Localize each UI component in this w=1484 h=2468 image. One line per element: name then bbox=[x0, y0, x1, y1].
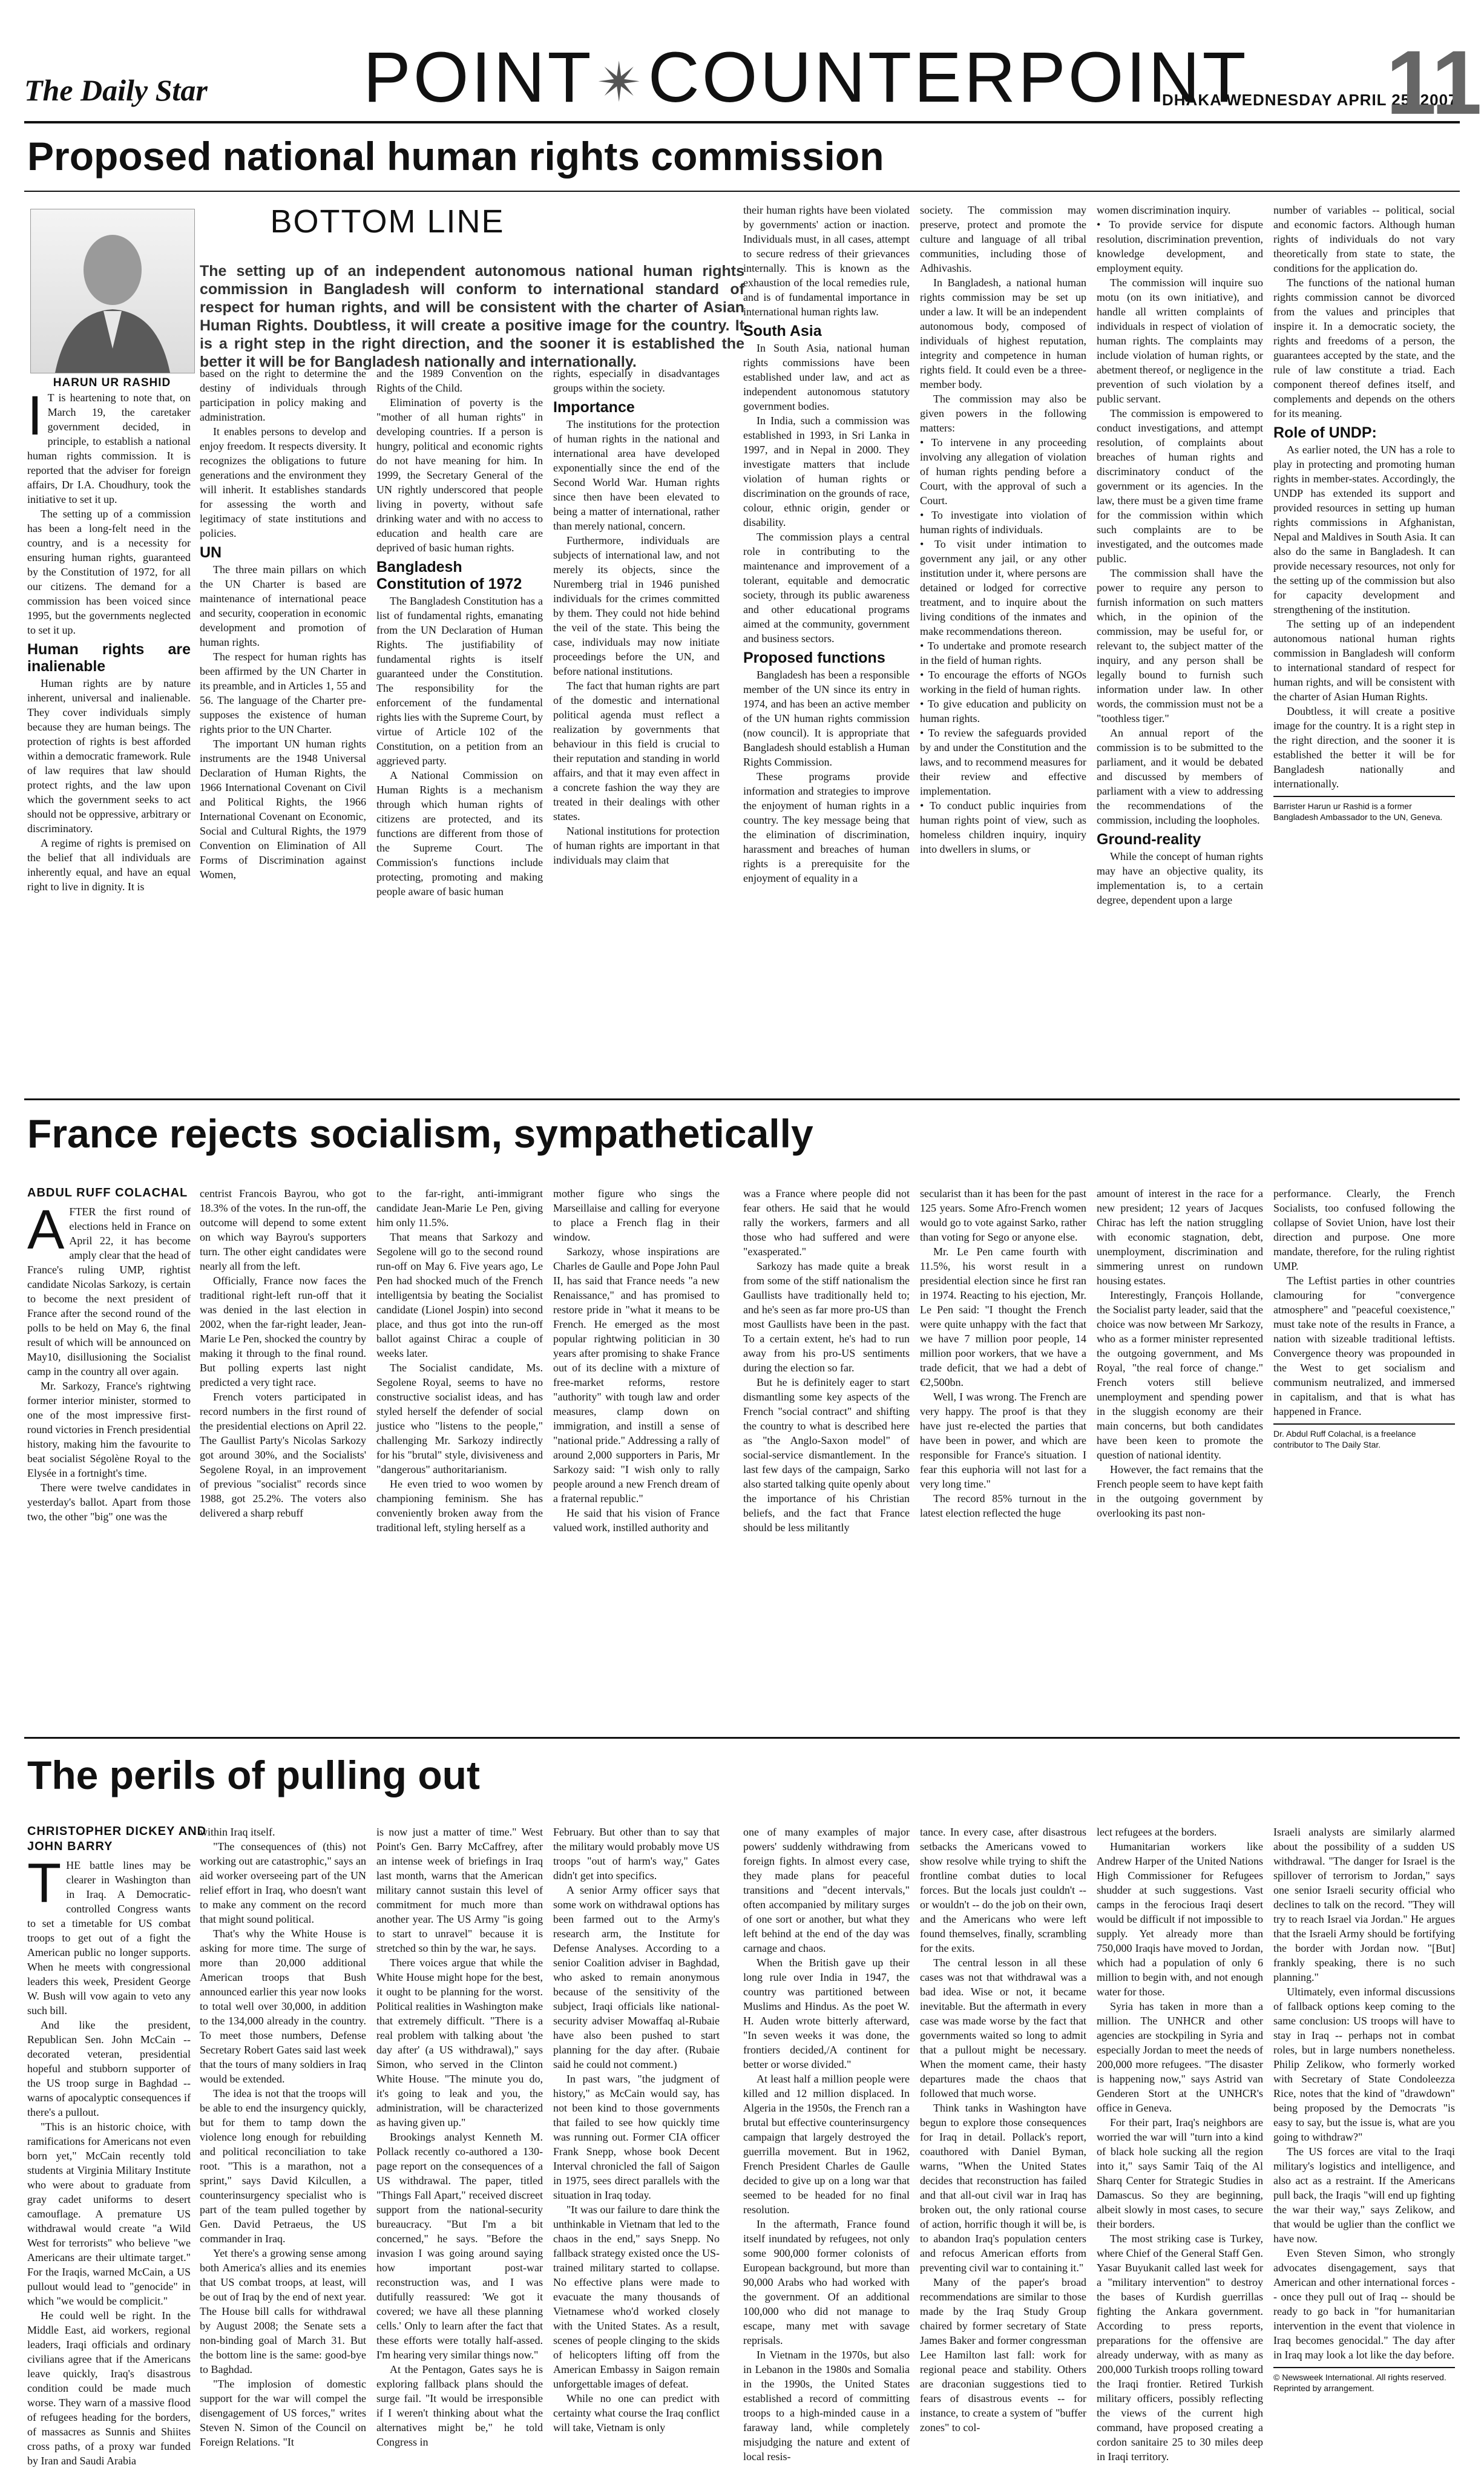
paragraph: Bangladesh has been a responsible member of the UN since its entry in 1974, and has been an active member of the UN human rights commission (now council). It is appropriate that Bangladesh should establish a Human Rights Commission. bbox=[743, 669, 910, 768]
paragraph: These programs provide information and strategies to improve the enjoyment of human rights in a country. The key message being that the elimination of discrimination, harassment and breaches of human rights is a prerequisite for the enjoyment of equality in a bbox=[743, 770, 910, 884]
subheading: Proposed functions bbox=[743, 649, 885, 666]
paragraph: tance. In every case, after disastrous setbacks the Americans vowed to show resolve while trying to shift the frontline combat duties to local forces. But the locals just couldn't -- or wouldn't -- do the job on their own, and the Americans who were left found themselves, finally, scrambling for the exits. bbox=[920, 1826, 1086, 1954]
paragraph: While the concept of human rights may have an objective quality, its implementation is, to a certain degree, dependent upon a large bbox=[1097, 850, 1263, 906]
paragraph: In the aftermath, France found itself inundated by refugees, not only some 900,000 former colonists of European background, but more than 90,000 Arabs who had worked with the government. Of an additional 100,000 who did not manage to escape, many met with savage reprisals. bbox=[743, 2218, 910, 2346]
bullet-item: • To encourage the efforts of NGOs working in the field of human rights. bbox=[920, 669, 1086, 695]
paragraph: The fact that human rights are part of the domestic and international political agenda must reflect a realization by governments that behaviour in this field is crucial to their reputation and standing in world affairs, and that it may even affect in a concrete fashion the way they are treated in their dealings with other states. bbox=[553, 680, 720, 822]
article3-byline-1: CHRISTOPHER DICKEY AND bbox=[27, 1825, 207, 1838]
paragraph: lect refugees at the borders. bbox=[1097, 1826, 1217, 1838]
paragraph: The commission will inquire suo motu (on its own initiative), and handle all written complaints of individuals in respect of violation of human rights. The complaints may include violation of human rights, or abetment thereof, or negligence in the prevention of such violation by a public servant. bbox=[1097, 277, 1263, 405]
paragraph: French voters participated in record numbers in the first round of the presidential elections on April 22. The Gaullist Party's Nicolas Sarkozy got around 30%, and the Socialists' Segolene Royal, in an improvement of previous "socialist" records since 1988, got 25.2%. The voters also delivered a sharp rebuff bbox=[200, 1391, 366, 1519]
paragraph: their human rights have been violated by governments' action or inaction. Individuals must, in all cases, attempt to secure redress of their grievances internally. This is known as the exhaustion of the local remedies rule, and is of fundamental importance in international human rights law. bbox=[743, 204, 910, 318]
bullet-item: • To give education and publicity on human rights. bbox=[920, 698, 1086, 724]
paragraph: Well, I was wrong. The French are very happy. The proof is that they have just re-elected the parties that have been in power, and which are responsible for France's situation. I fear this euphoria will not last for a very long time." bbox=[920, 1391, 1086, 1490]
bullet-item: • To conduct public inquiries from human rights point of view, such as homeless children inquiry, inquiry into dwellers in slums, or bbox=[920, 799, 1086, 855]
paragraph: A National Commission on Human Rights is a mechanism through which human rights of citizens are protected, and its functions are different from those of the Supreme Court. The Commission's functions include protecting, promoting and making people aware of basic human bbox=[376, 769, 543, 898]
paragraph: The functions of the national human rights commission cannot be divorced from the values and principles that inspire it. In a democratic society, the rights and freedoms of a person, the guarantees accepted by the state, and the rule of law constitute a triad. Each component thereof defines itself, and complements and depends on the others for its meaning. bbox=[1273, 277, 1455, 419]
paragraph: It enables persons to develop and enjoy freedom. It respects diversity. It recognizes the obligations to future generations and the environment they will inherit. It establishes standards for assessing the worth and legitimacy of state institutions and policies. bbox=[200, 425, 366, 539]
article2-column-7 bbox=[1097, 1186, 1263, 1731]
paragraph: The setting up of a commission has been a long-felt need in the country, and is a necessity for ensuring human rights, guaranteed by the Constitution of 1972, for all our citizens. The demand for a commission has been voiced since 1995, but the governments neglected to set it up. bbox=[27, 508, 191, 636]
paragraph: However, the fact remains that the French people seem to have kept faith in the outgoing government by overlooking its past non- bbox=[1097, 1463, 1263, 1519]
article1-column-1 bbox=[27, 385, 191, 1089]
paragraph: Syria has taken in more than a million. The UNHCR and other agencies are stockpiling in Syria and especially Jordan to meet the needs of 200,000 more refugees. "The disaster is happening now," says Astrid van Genderen Stort at the UNHCR's office in Geneva. bbox=[1097, 2000, 1263, 2114]
paragraph: Even Steven Simon, who strongly advocates disengagement, says that American and other international forces -- once they pull out of Iraq -- should be ready to go back in "for humanitarian intervention in the event that violence in Iraq becomes genocidal." The day after in Iraq may look a lot like the day before. bbox=[1273, 2247, 1455, 2361]
paragraph: The Socialist candidate, Ms. Segolene Royal, seems to have no constructive socialist ideas, and has styled herself the defender of social justice who "listens to the people," challenging Mr. Sarkozy indirectly for his "brutal" style, divisiveness and "dangerous" authoritarianism. bbox=[376, 1362, 543, 1475]
section-title bbox=[363, 36, 1249, 119]
paragraph: An annual report of the commission is to be submitted to the parliament, and it would be debated and discussed by members of parliament with a view to addressing the recommendations of the commission, including the loopholes. bbox=[1097, 727, 1263, 826]
paragraph: Doubtless, it will create a positive image for the country. It is a right step in the right direction, and the sooner it is established the better it will be for Bangladesh nationally and internationally. bbox=[1273, 705, 1455, 790]
article2-column-4 bbox=[553, 1186, 720, 1731]
subheading: Human rights are inalienable bbox=[27, 641, 191, 675]
paragraph: Ultimately, even informal discussions of fallback options keep coming to the same conclusion: US troops will have to stay in Iraq -- perhaps not in combat roles, but in large numbers nonetheless. Philip Zelikow, who formerly worked with Secretary of State Condoleezza Rice, notes that the kind of "drawdown" being proposed by the Democrats "is easy to say, but the issue is, what are you going to withdraw?" bbox=[1273, 1986, 1455, 2143]
bullet-item: • To review the safeguards provided by and under the Constitution and the laws, and to recommend measures for their review and effective implementation. bbox=[920, 727, 1086, 797]
photo-caption: HARUN UR RASHID bbox=[53, 376, 171, 389]
star-icon: ✴ bbox=[596, 53, 645, 114]
dropcap: I bbox=[27, 385, 43, 447]
subheading: UN bbox=[200, 544, 222, 561]
paragraph: The important UN human rights instruments are the 1948 Universal Declaration of Human Rights, the 1966 International Covenant on Civil and Political Rights, the 1966 International Covenant on Economic, Social and Cultural Rights, the 1979 Convention on Elimination of All Forms of Discrimination against Women, bbox=[200, 738, 366, 881]
author-photo bbox=[30, 209, 195, 373]
article3-column-6 bbox=[920, 1825, 1086, 2434]
author-note: Dr. Abdul Ruff Colachal, is a freelance contributor to The Daily Star. bbox=[1273, 1423, 1455, 1450]
paragraph: A senior Army officer says that some work on withdrawal options has been farmed out to the Army's research arm, the Institute for Defense Analyses. According to a senior Coalition adviser in Baghdad, who asked to remain anonymous because of the sensitivity of the subject, Iraqi officials like national-security adviser Mowaffaq al-Rubaie have also been pushed to start planning for the day after. (Rubaie said he could not comment.) bbox=[553, 1884, 720, 2070]
paragraph: Human rights are by nature inherent, universal and inalienable. They cover individuals simply because they are human beings. The protection of rights is best afforded within a democratic framework. Rule of law requires that law should protect rights, and the law upon which the government seeks to act should not be oppressive, arbitrary or discriminatory. bbox=[27, 677, 191, 835]
paragraph: He could well be right. In the Middle East, aid workers, regional leaders, Iraqi officials and ordinary civilians agree that if the Americans leave quickly, Iraq's disastrous condition could be made much worse. They warn of a massive flood of refugees heading for the borders, of massacres as Sunnis and Shiites cross paths, of a proxy war funded by Iran and Saudi Arabia bbox=[27, 2309, 191, 2467]
author-note: Barrister Harun ur Rashid is a former Bangladesh Ambassador to the UN, Geneva. bbox=[1273, 796, 1455, 822]
paragraph: And like the president, Republican Sen. John McCain -- decorated veteran, presidential hopeful and stubborn supporter of the US troop surge in Baghdad -- warns of apocalyptic consequences if there's a pullout. bbox=[27, 2019, 191, 2118]
paragraph: There voices argue that while the White House might hope for the best, it ought to be planning for the worst. Political realities in Washington make that extremely difficult. "There is a real problem with talking about 'the day after' (a US withdrawal)," says Simon, who served in the Clinton White House. "The minute you do, it's going to leak and you, the administration, will be characterized as having given up." bbox=[376, 1957, 543, 2128]
article1-rule bbox=[24, 191, 1460, 192]
paragraph: T is heartening to note that, on March 19, the caretaker government decided, in principle, to establish a national human rights commission. It is reported that the adviser for foreign affairs, Dr I.A. Choudhury, took the initiative to set it up. bbox=[27, 392, 191, 505]
article1-column-2 bbox=[200, 366, 366, 1089]
bottom-line-box bbox=[200, 203, 744, 370]
bottom-line-title: BOTTOM LINE bbox=[270, 203, 505, 240]
paragraph: At least half a million people were killed and 12 million displaced. In Algeria in the 1950s, the French ran a brutal but effective counterinsurgency campaign that largely destroyed the guerrilla movement. But in 1962, French President Charles de Gaulle decided to give up on a long war that seemed to be headed for no final resolution. bbox=[743, 2073, 910, 2216]
paragraph: The idea is not that the troops will be able to end the insurgency quickly, but for them to tamp down the violence long enough for rebuilding and political reconciliation to take root. "This is a marathon, not a sprint," says David Kilcullen, a counterinsurgency specialist who is part of the team pulled together by Gen. David Petraeus, the US commander in Iraq. bbox=[200, 2087, 366, 2245]
paragraph: National institutions for protection of human rights are important in that individuals may claim that bbox=[553, 825, 720, 866]
paragraph: Brookings analyst Kenneth M. Pollack recently co-authored a 130-page report on the consequences of a US withdrawal. The paper, titled "Things Fall Apart," received discreet support from the national-security bureaucracy. "But I'm a bit concerned," he says. "Before the invasion I was going around saying how important post-war reconstruction was, and I was dutifully reassured: 'We got it covered; we have all these planning cells.' Only to learn after the fact that these efforts were totally half-assed. I'm hearing very similar things now." bbox=[376, 2131, 543, 2361]
paragraph: He said that his vision of France valued work, instilled authority and bbox=[553, 1507, 720, 1534]
article3-column-7 bbox=[1097, 1825, 1263, 2463]
paragraph: Yet there's a growing sense among both America's allies and its enemies that US combat troops, at least, will be out of Iraq by the end of next year. The House bill calls for withdrawal by August 2008; the Senate sets a non-binding goal of March 31. But the bottom line is the same: good-bye to Baghdad. bbox=[200, 2247, 366, 2375]
article1-column-5 bbox=[743, 203, 910, 1089]
article3-column-5 bbox=[743, 1825, 910, 2463]
article2-headline[interactable]: France rejects socialism, sympathetically bbox=[27, 1111, 813, 1156]
paragraph: "It was our failure to dare think the unthinkable in Vietnam that led to the chaos in the end," says Snepp. No fallback strategy existed once the US-trained military started to collapse. No effective plans were made to evacuate the many thousands of Vietnamese who'd worked closely with the United States. As a result, scenes of people clinging to the skids of helicopters lifting off from the American Embassy in Saigon remain unforgettable images of defeat. bbox=[553, 2204, 720, 2390]
paragraph: The respect for human rights has been affirmed by the UN Charter in its preamble, and in Articles 1, 55 and 56. The language of the Charter pre-supposes the existence of human rights prior to the UN Charter. bbox=[200, 651, 366, 735]
paragraph: one of many examples of major powers' suddenly withdrawing from foreign fights. In almost every case, they made plans for peaceful transitions and "decent intervals," often accompanied by military surges of one sort or another, but what they left behind at the end of the day was carnage and chaos. bbox=[743, 1826, 910, 1954]
paragraph: HE battle lines may be clearer in Washington than in Iraq. A Democratic-controlled Congress wants to set a timetable for US combat troops to get out of a fight the American public no longer supports. When he meets with congressional leaders this week, President George W. Bush will vow again to veto any such bill. bbox=[27, 1859, 191, 2017]
paragraph: The commission may also be given powers in the following matters: bbox=[920, 393, 1086, 434]
paragraph: Furthermore, individuals are subjects of international law, and not merely its objects, since the Nuremberg trial in 1946 punished individuals for the crimes committed by them. They could not hide behind the veil of the state. This being the case, individuals may now initiate proceedings before the UN, and before national institutions. bbox=[553, 534, 720, 677]
newspaper-logo[interactable]: The Daily Star bbox=[24, 73, 208, 107]
paragraph: amount of interest in the race for a new president; 12 years of Jacques Chirac has left the nation struggling with economic stagnation, debt, unemployment, discrimination and simmering unrest on rundown housing estates. bbox=[1097, 1187, 1263, 1287]
article1-column-7 bbox=[1097, 203, 1263, 1089]
paragraph: The commission plays a central role in contributing to the maintenance and improvement of a tolerant, equitable and democratic society, through its public awareness and other educational programs aimed at the community, government and business sectors. bbox=[743, 531, 910, 645]
paragraph: is now just a matter of time." West Point's Gen. Barry McCaffrey, after an intense week of briefings in Iraq last month, warns that the American military cannot sustain this level of commitment for much more than another year. The US Army "is going to start to unravel" because it is stretched so thin by the war, he says. bbox=[376, 1826, 543, 1954]
article3-column-1 bbox=[27, 1853, 191, 2467]
paragraph: The three main pillars on which the UN Charter is based are maintenance of international peace and security, cooperation in economic development and promotion of human rights. bbox=[200, 563, 366, 648]
subheading: Role of UNDP: bbox=[1273, 424, 1377, 441]
dateline: DHAKA WEDNESDAY APRIL 25, 2007 bbox=[1162, 91, 1458, 109]
article1-column-6 bbox=[920, 203, 1086, 1089]
paragraph: The commission shall have the power to require any person to furnish information on such matters which, in the opinion of the commission, may be useful for, or relevant to, the subject matter of the inquiry, and any person shall be legally bound to furnish such information under law. In other words, the commission must not be a "toothless tiger." bbox=[1097, 567, 1263, 724]
paragraph: In India, such a commission was established in 1993, in Sri Lanka in 1997, and in Nepal in 2000. They investigate matters that include violation of human rights or discrimination on the grounds of race, colour, ethnic origin, gender or disability. bbox=[743, 415, 910, 528]
bottom-line-text: The setting up of an independent autonomous national human rights commission in Bangladesh will conform to international standard of respect for human rights, and will be consistent with the charter of Asian Human Rights. Doubtless, it will create a positive image for the country. It is a right step in the right direction, and the sooner it is established the better it will be for Bangladesh nationally and internationally. bbox=[200, 263, 744, 370]
paragraph: performance. Clearly, the French Socialists, too confused following the collapse of Soviet Union, have lost their direction and purpose. One more mandate, therefore, for the ruling rightist UMP. bbox=[1273, 1187, 1455, 1272]
paragraph: was a France where people did not fear others. He said that he would rally the workers, farmers and all those who had suffered and were "exasperated." bbox=[743, 1187, 910, 1258]
paragraph: At the Pentagon, Gates says he is exploring fallback plans should the surge fail. "It would be irresponsible if I weren't thinking about what the alternatives might be," he told Congress in bbox=[376, 2363, 543, 2448]
paragraph: February. But other than to say that the military would probably move US troops "out of harm's way," Gates didn't get into specifics. bbox=[553, 1826, 720, 1882]
paragraph: For their part, Iraq's neighbors are worried the war will "turn into a kind of black hole sucking all the region into it," says Samir Taiq of the Al Sharq Center for Strategic Studies in Damascus. So they are beginning, albeit slowly in most cases, to secure their borders. bbox=[1097, 2116, 1263, 2230]
article3-column-4 bbox=[553, 1825, 720, 2434]
paragraph: women discrimination inquiry. bbox=[1097, 204, 1231, 216]
paragraph: society. The commission may preserve, protect and promote the culture and language of all tribal communities, including those of Adhivashis. bbox=[920, 204, 1086, 274]
article3-column-3 bbox=[376, 1825, 543, 2448]
article2-column-3 bbox=[376, 1186, 543, 1731]
paragraph: to the far-right, anti-immigrant candidate Jean-Marie Le Pen, giving him only 11.5%. bbox=[376, 1187, 543, 1229]
paragraph: As earlier noted, the UN has a role to play in protecting and promoting human rights in member-states. Accordingly, the UNDP has extended its support and provided resources in setting up human rights commissions in Afghanistan, Nepal and Maldives in South Asia. It can also do the same in Bangladesh. It can provide necessary resources, not only for the setting up of the commission but also for capacity development and strengthening of the institution. bbox=[1273, 444, 1455, 615]
article2-column-5 bbox=[743, 1186, 910, 1731]
paragraph: "The consequences of (this) not working out are catastrophic," says an aid worker overseeing part of the UN relief effort in Iraq, who doesn't want to make any comment on the record that might sound political. bbox=[200, 1840, 366, 1925]
paragraph: In South Asia, national human rights commissions have been established under law, and act as independent autonomous statutory government bodies. bbox=[743, 342, 910, 412]
paragraph: The central lesson in all these cases was not that withdrawal was a bad idea. Wise or not, it became inevitable. But the aftermath in every case was made worse by the fact that governments waited so long to admit that a pullout might be necessary. When the moment came, their hasty departures made the chaos that followed that much worse. bbox=[920, 1957, 1086, 2099]
paragraph: In Bangladesh, a national human rights commission may be set up under a law. It will be an independent autonomous body, composed of individuals of highest reputation, integrity and competence in human rights field. It could even be a three-member body. bbox=[920, 277, 1086, 390]
bullet-item: • To investigate into violation of human rights of individuals. bbox=[920, 509, 1086, 536]
paragraph: rights, especially in disadvantages groups within the society. bbox=[553, 367, 720, 394]
paragraph: Mr. Sarkozy, France's rightwing former interior minister, stormed to one of the most impressive first-round victories in French presidential history, making him the favourite to beat socialist Ségolène Royal to the Elysée in a fortnight's time. bbox=[27, 1380, 191, 1479]
paragraph: Humanitarian workers like Andrew Harper of the United Nations High Commissioner for Refugees shudder at such suggestions. Vast camps in the ferocious Iraqi desert would be difficult if not impossible to supply. Yet already more than 750,000 Iraqis have moved to Jordan, which had a population of only 6 million to begin with, and not enough water for those. bbox=[1097, 1840, 1263, 1998]
article3-byline-2: JOHN BARRY bbox=[27, 1840, 113, 1853]
paragraph: Think tanks in Washington have begun to explore those consequences for Iraq in detail. Pollack's report, coauthored with Daniel Byman, warns, "When the United States decides that reconstruction has failed and that all-out civil war in Iraq has broken out, the only rational course of action, horrific though it will be, is to abandon Iraq's population centers and refocus American efforts from preventing civil war to containing it." bbox=[920, 2102, 1086, 2274]
paragraph: Sarkozy, whose inspirations are Charles de Gaulle and Pope John Paul II, has said that France needs "a new Renaissance," and has promised to restore pride in "what it means to be French. He emerged as the most popular rightwing politician in 30 years after promising to shake France out of its decline with a mixture of free-market reforms, restore "authority" with tough law and order measures, clamp down on immigration, and instill a sense of "national pride." Addressing a rally of around 2,000 supporters in Paris, Mr Sarkozy said: "I wish only to rally people around a new French dream of a fraternal republic." bbox=[553, 1245, 720, 1505]
paragraph: Mr. Le Pen came fourth with 11.5%, his worst result in a presidential election since he first ran in 1974. Reacting to his ejection, Mr. Le Pen said: "I thought the French were quite unhappy with the fact that we have 7 million poor people, 14 million poor workers, that we have a trade deficit, that we had a debt of €2,500bn. bbox=[920, 1245, 1086, 1388]
dropcap: A bbox=[27, 1199, 65, 1261]
paragraph: In past wars, "the judgment of history," as McCain would say, has not been kind to those governments that failed to see how quickly time was running out. Former CIA officer Frank Snepp, whose book Decent Interval chronicled the fall of Saigon in 1975, sees direct parallels with the situation in Iraq today. bbox=[553, 2073, 720, 2201]
article2-column-8 bbox=[1273, 1186, 1455, 1731]
paragraph: number of variables -- political, social and economic factors. Although human rights of individuals do not vary theoretically from state to state, the conditions for the application do. bbox=[1273, 204, 1455, 274]
article2-column-1 bbox=[27, 1199, 191, 1731]
article3-column-2 bbox=[200, 1825, 366, 2448]
paragraph: Sarkozy has made quite a break from some of the stiff nationalism the Gaullists have traditionally held to; and he's seen as far more pro-US than most Gaullists have been in the past. To a certain extent, he's had to run away from his pro-US sentiments during the election so far. bbox=[743, 1260, 910, 1374]
paragraph: Officially, France now faces the traditional right-left run-off that it was denied in the last election in 2002, when the far-right leader, Jean-Marie Le Pen, shocked the country by making it through to the final round. But polling experts last night predicted a very tight race. bbox=[200, 1275, 366, 1388]
paragraph: There were twelve candidates in yesterday's ballot. Apart from those two, the other "big" one was the bbox=[27, 1482, 191, 1523]
paragraph: The US forces are vital to the Iraqi military's logistics and intelligence, and also act as a restraint. If the Americans pull back, the Iraqis "will end up fighting the war their way," says Zelikow, and that would be uglier than the conflict we have now. bbox=[1273, 2145, 1455, 2245]
bullet-item: • To visit under intimation to government any jail, or any other institution under it, where persons are detained or lodged for corrective treatment, and to inquire about the living conditions of the inmates and make recommendations thereon. bbox=[920, 538, 1086, 637]
article1-headline[interactable]: Proposed national human rights commission bbox=[27, 134, 884, 179]
paragraph: The record 85% turnout in the latest election reflected the huge bbox=[920, 1492, 1086, 1519]
paragraph: Israeli analysts are similarly alarmed about the possibility of a sudden US withdrawal. "The danger for Israel is the spillover of terrorism to Jordan," says one senior Israeli security official who declines to talk on the record. "They will try to reach Israel via Jordan." He argues that the Israeli Army should be fortifying the border with Jordan now. "[But] frankly speaking, there is no such planning." bbox=[1273, 1826, 1455, 1983]
paragraph: That means that Sarkozy and Segolene will go to the second round run-off on May 6. Five years ago, Le Pen had shocked much of the French intelligentsia by beating the Socialist candidate (Lionel Jospin) into second place, and thus got into the run-off ballot against Chirac a couple of weeks later. bbox=[376, 1231, 543, 1359]
paragraph: The most striking case is Turkey, where Chief of the General Staff Gen. Yasar Buyukanit called last week for a "military intervention" to destroy the bases of Kurdish guerrillas fighting the Ankara government. According to press reports, preparations for the offensive are already underway, with as many as 200,000 Turkish troops rolling toward the Iraqi frontier. Retired Turkish military officers, possibly reflecting the views of the current high command, have proposed creating a cordon sanitaire 25 to 30 miles deep in Iraqi territory. bbox=[1097, 2233, 1263, 2463]
bullet-item: • To intervene in any proceeding involving any allegation of violation of human rights pending before a Court, with the approval of such a Court. bbox=[920, 436, 1086, 507]
paragraph: centrist Francois Bayrou, who got 18.3% of the votes. In the run-off, the outcome will depend to some extent on which way Bayrou's supporters turn. The other eight candidates were nearly all from the left. bbox=[200, 1187, 366, 1272]
article2-column-2 bbox=[200, 1186, 366, 1731]
paragraph: within Iraq itself. bbox=[200, 1826, 275, 1838]
paragraph: mother figure who sings the Marseillaise and calling for everyone to place a French flag in their window. bbox=[553, 1187, 720, 1243]
masthead bbox=[24, 18, 1482, 133]
paragraph: That's why the White House is asking for more time. The surge of more than 20,000 additional American troops that Bush announced earlier this year now looks to total well over 30,000, in addition to the 134,000 already in the country. To meet those numbers, Defense Secretary Robert Gates said last week that the tours of many soldiers in Iraq would be extended. bbox=[200, 1928, 366, 2085]
paragraph: "This is an historic choice, with ramifications for Americans not even born yet," McCain recently told students at Virginia Military Institute who were about to graduate from gray cadet uniforms to desert camouflage. A premature US withdrawal would create "a Wild West for terrorists" who believe "we Americans are their ultimate target." For the Iraqis, warned McCain, a US pullout would lead to "genocide" in which "we would be complicit." bbox=[27, 2121, 191, 2307]
subheading: Importance bbox=[553, 399, 635, 416]
paragraph: Elimination of poverty is the "mother of all human rights" in developing countries. If a person is hungry, political and economic rights do not have meaning for him. In 1999, the Secretary General of the UN rightly underscored that people living in poverty, without safe drinking water and with no access to education and health care are deprived of basic human rights. bbox=[376, 396, 543, 554]
article3-headline[interactable]: The perils of pulling out bbox=[27, 1753, 480, 1797]
article3-column-8 bbox=[1273, 1825, 1455, 2393]
paragraph: Interestingly, François Hollande, the Socialist party leader, said that the choice was now between Mr Sarkozy, who as a former minister represented the outgoing government, and Ms Royal, "the real force of change." French voters still believe unemployment and spending power in the sluggish economy are their main concerns, but both candidates have been keen to promote the question of national identity. bbox=[1097, 1289, 1263, 1461]
paragraph: and the 1989 Convention on the Rights of the Child. bbox=[376, 367, 543, 394]
article2-column-6 bbox=[920, 1186, 1086, 1731]
page-number: 11 bbox=[1386, 31, 1482, 133]
article2-byline: ABDUL RUFF COLACHAL bbox=[27, 1186, 188, 1200]
paragraph: While no one can predict with certainty what course the Iraq conflict will take, Vietnam is only bbox=[553, 2392, 720, 2434]
paragraph: secularist than it has been for the past 125 years. Some Afro-French women would go to vote against Sarko, rather than voting for Sego or anyone else. bbox=[920, 1187, 1086, 1243]
subheading: Bangladesh Constitution of 1972 bbox=[376, 559, 522, 592]
article1-column-3 bbox=[376, 366, 543, 1089]
paragraph: But he is definitely eager to start dismantling some key aspects of the French "social contract" and shifting the country to what is described here as "the Anglo-Saxon model" of social-service dismantlement. In the last few days of the campaign, Sarko also started talking quite openly about the importance of his Christian beliefs, and the fact that France should be less militantly bbox=[743, 1376, 910, 1534]
paragraph: FTER the first round of elections held in France on April 22, it has become amply clear that the head of France's ruling UMP, rightist candidate Nicolas Sarkozy, is certain to become the next president of France after the second round of the polls to be held on May 6, the final result of which will be announced on May10, disillusioning the Socialist camp in the country all over again. bbox=[27, 1206, 191, 1377]
section-title-right: COUNTERPOINT bbox=[648, 38, 1249, 117]
copyright-note: © Newsweek International. All rights reserved. Reprinted by arrangement. bbox=[1273, 2367, 1455, 2394]
paragraph: He even tried to woo women by championing feminism. She has conveniently broken away from the traditional left, styling herself as a bbox=[376, 1478, 543, 1534]
subheading: South Asia bbox=[743, 323, 822, 340]
section-divider bbox=[24, 1737, 1460, 1739]
paragraph: The setting up of an independent autonomous national human rights commission in Bangladesh will conform to international standard of respect for human rights, and will be consistent with the charter of Asian Human Rights. bbox=[1273, 618, 1455, 703]
paragraph: In Vietnam in the 1970s, but also in Lebanon in the 1980s and Somalia in the 1990s, the United States established a record of committing troops to a high-minded cause in a faraway land, while completely misjudging the nature and extent of local resis- bbox=[743, 2349, 910, 2463]
paragraph: A regime of rights is premised on the belief that all individuals are inherently equal, and have an equal right to live in dignity. It is bbox=[27, 837, 191, 893]
paragraph: The Bangladesh Constitution has a list of fundamental rights, emanating from the UN Declaration of Human Rights. The justifiability of fundamental rights is itself guaranteed under the Constitution. The responsibility for the enforcement of the fundamental rights lies with the Supreme Court, by virtue of Article 102 of the Constitution, on a petition from an aggrieved party. bbox=[376, 595, 543, 767]
paragraph: "The implosion of domestic support for the war will compel the disengagement of US forces," writes Steven N. Simon of the Council on Foreign Relations. "It bbox=[200, 2378, 366, 2448]
paragraph: The Leftist parties in other countries clamouring for "convergence atmosphere" and "peaceful coexistence," must take note of the results in France, a nation with sizeable traditional leftists. Convergence theory was propounded in the West to get socialism and communism neutralized, and immersed in capitalism, and that is what has happened in France. bbox=[1273, 1275, 1455, 1417]
dropcap: T bbox=[27, 1853, 62, 1914]
section-divider bbox=[24, 1098, 1460, 1100]
paragraph: When the British gave up their long rule over India in 1947, the country was partitioned between Muslims and Hindus. As the poet W. H. Auden wrote bitterly afterward, "In seven weeks it was done, the frontiers decided,/A continent for better or worse divided." bbox=[743, 1957, 910, 2070]
paragraph: based on the right to determine the destiny of individuals through participation in policy making and administration. bbox=[200, 367, 366, 423]
subheading: Ground-reality bbox=[1097, 831, 1201, 848]
paragraph: The institutions for the protection of human rights in the national and international area have developed exponentially since the end of the Second World War. Human rights since then have been elevated to being a matter of international, rather than merely national, concern. bbox=[553, 418, 720, 532]
paragraph: The commission is empowered to conduct investigations, and attempt resolution, of complaints about breaches of human rights and discriminatory conduct of the government or its agencies. In the law, there must be a given time frame for the commission within which such complaints are to be investigated, and the outcomes made public. bbox=[1097, 407, 1263, 565]
bullet-item: • To provide service for dispute resolution, discrimination prevention, knowledge development, and employment equity. bbox=[1097, 218, 1263, 274]
bullet-item: • To undertake and promote research in the field of human rights. bbox=[920, 640, 1086, 666]
article1-column-8 bbox=[1273, 203, 1455, 1089]
paragraph: Many of the paper's broad recommendations are similar to those made by the Iraq Study Group chaired by former secretary of State James Baker and former congressman Lee Hamilton last fall: work for regional peace and stability. Others are draconian suggestions tied to fears of disastrous events -- for instance, to create a system of "buffer zones" to col- bbox=[920, 2276, 1086, 2434]
section-title-left: POINT bbox=[363, 38, 594, 117]
article1-column-4 bbox=[553, 366, 720, 1089]
